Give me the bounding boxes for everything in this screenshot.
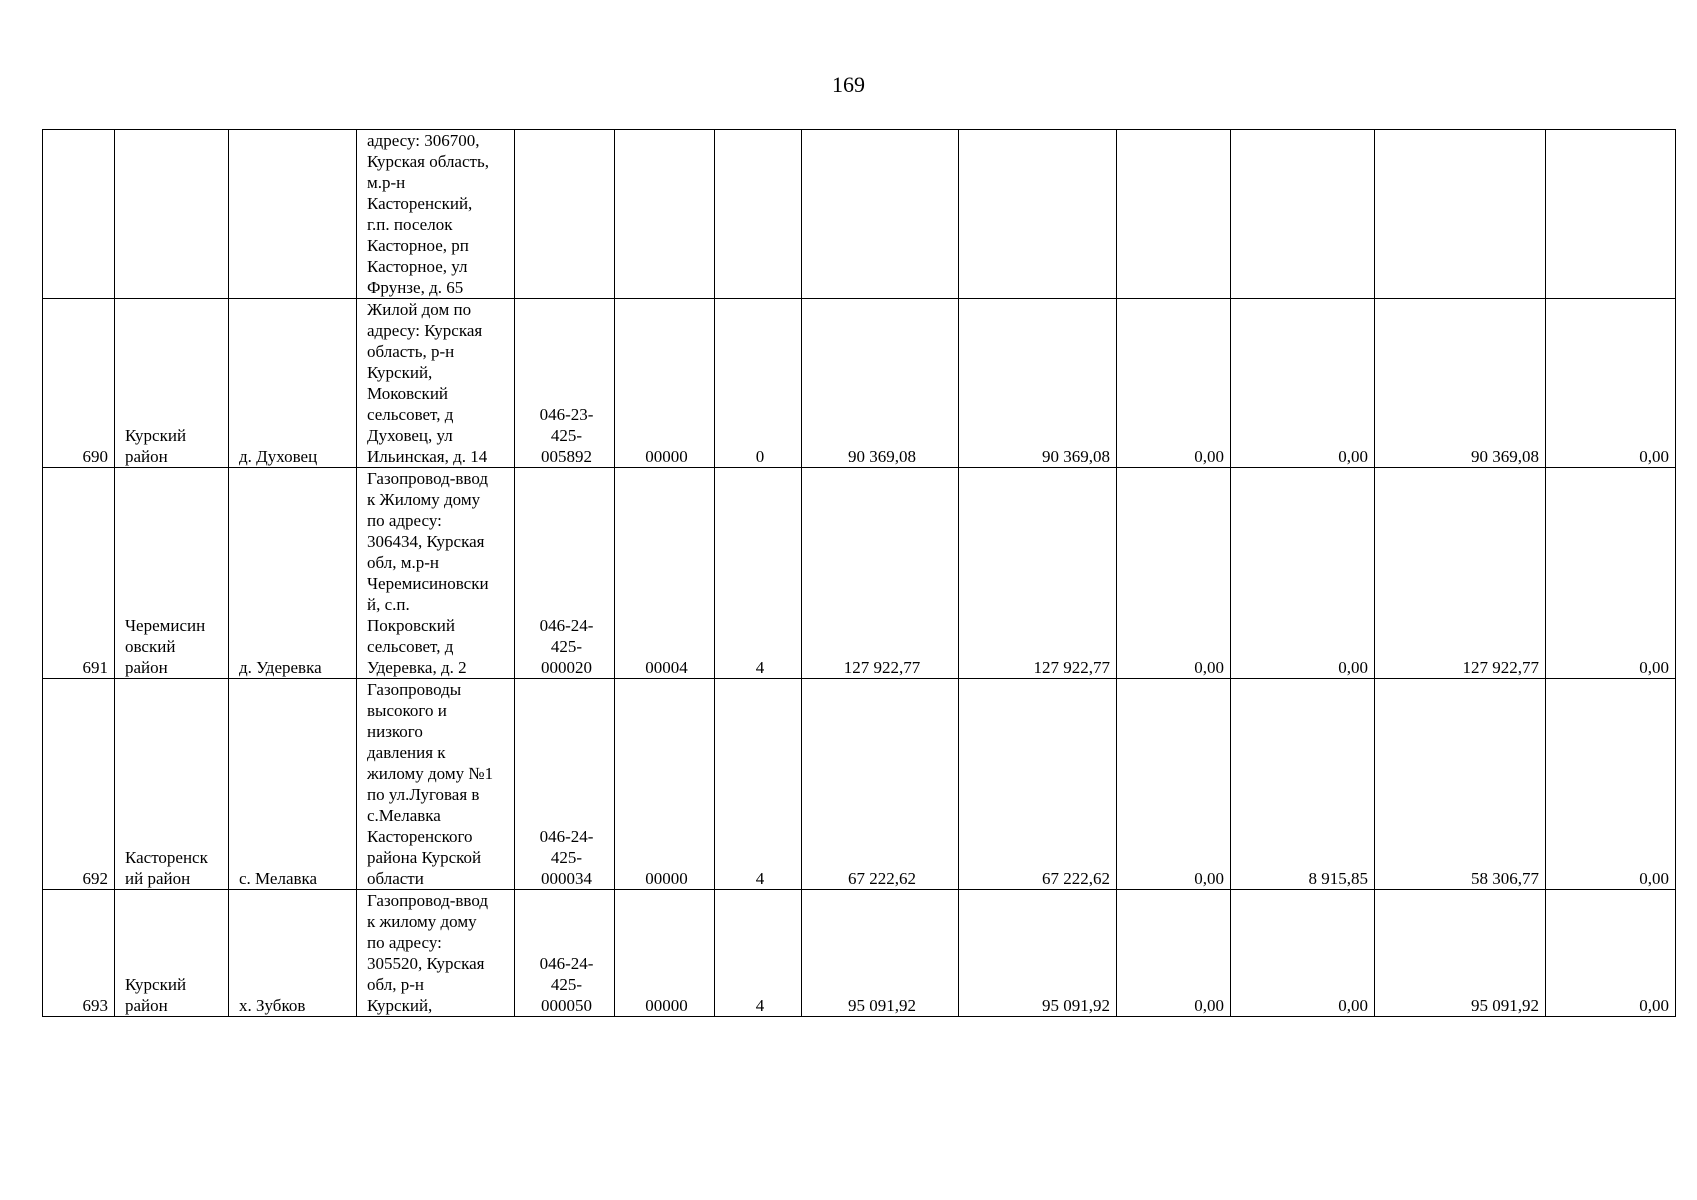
table-row <box>43 679 1676 890</box>
value-cell-6: 0,00 <box>1546 890 1676 1017</box>
object-description-cell: адресу: 306700, Курская область, м.р-н Касторенский, г.п. поселок Касторное, рп Касторное, ул Фрунзе, д. 65 <box>357 130 515 299</box>
class-code-cell: 00000 <box>615 299 715 468</box>
value-cell-2: 127 922,77 <box>959 468 1117 679</box>
district-cell <box>115 130 229 299</box>
class-code-cell: 00004 <box>615 468 715 679</box>
group-cell: 4 <box>715 679 802 890</box>
value-cell-4: 0,00 <box>1231 468 1375 679</box>
registry-code-cell: 046-23- 425- 005892 <box>515 299 615 468</box>
value-cell-2 <box>959 130 1117 299</box>
settlement-cell: д. Духовец <box>229 299 357 468</box>
row-number: 691 <box>43 468 115 679</box>
district-cell: Курский район <box>115 299 229 468</box>
registry-code-cell: 046-24- 425- 000050 <box>515 890 615 1017</box>
value-cell-3: 0,00 <box>1117 890 1231 1017</box>
district-cell: Курский район <box>115 890 229 1017</box>
value-cell-6: 0,00 <box>1546 299 1676 468</box>
value-cell-1: 95 091,92 <box>802 890 959 1017</box>
settlement-cell: д. Удеревка <box>229 468 357 679</box>
district-cell: Касторенск ий район <box>115 679 229 890</box>
row-number: 693 <box>43 890 115 1017</box>
registry-table <box>42 129 1676 1017</box>
group-cell: 4 <box>715 468 802 679</box>
value-cell-1: 127 922,77 <box>802 468 959 679</box>
value-cell-4: 0,00 <box>1231 890 1375 1017</box>
value-cell-3: 0,00 <box>1117 679 1231 890</box>
registry-code-cell <box>515 130 615 299</box>
page-number: 169 <box>832 72 865 97</box>
value-cell-4: 0,00 <box>1231 299 1375 468</box>
value-cell-5: 90 369,08 <box>1375 299 1546 468</box>
row-number: 690 <box>43 299 115 468</box>
value-cell-1: 90 369,08 <box>802 299 959 468</box>
value-cell-2: 90 369,08 <box>959 299 1117 468</box>
value-cell-4: 8 915,85 <box>1231 679 1375 890</box>
table-row <box>43 299 1676 468</box>
value-cell-2: 95 091,92 <box>959 890 1117 1017</box>
object-description-cell: Газопроводы высокого и низкого давления к жилому дому №1 по ул.Луговая в с.Мелавка Касторенского района Курской области <box>357 679 515 890</box>
value-cell-5: 127 922,77 <box>1375 468 1546 679</box>
group-cell: 0 <box>715 299 802 468</box>
value-cell-3: 0,00 <box>1117 299 1231 468</box>
value-cell-1: 67 222,62 <box>802 679 959 890</box>
value-cell-1 <box>802 130 959 299</box>
value-cell-6 <box>1546 130 1676 299</box>
row-number: 692 <box>43 679 115 890</box>
group-cell: 4 <box>715 890 802 1017</box>
value-cell-4 <box>1231 130 1375 299</box>
registry-code-cell: 046-24- 425- 000020 <box>515 468 615 679</box>
value-cell-3 <box>1117 130 1231 299</box>
table-row <box>43 130 1676 299</box>
value-cell-5: 95 091,92 <box>1375 890 1546 1017</box>
value-cell-3: 0,00 <box>1117 468 1231 679</box>
district-cell: Черемисин овский район <box>115 468 229 679</box>
table-row <box>43 890 1676 1017</box>
class-code-cell <box>615 130 715 299</box>
object-description-cell: Газопровод-ввод к Жилому дому по адресу: 306434, Курская обл, м.р-н Черемисиновски й, с.п. Покровский сельсовет, д Удеревка, д. 2 <box>357 468 515 679</box>
object-description-cell: Газопровод-ввод к жилому дому по адресу: 305520, Курская обл, р-н Курский, <box>357 890 515 1017</box>
value-cell-6: 0,00 <box>1546 468 1676 679</box>
settlement-cell: с. Мелавка <box>229 679 357 890</box>
settlement-cell: х. Зубков <box>229 890 357 1017</box>
value-cell-5 <box>1375 130 1546 299</box>
object-description-cell: Жилой дом по адресу: Курская область, р-н Курский, Моковский сельсовет, д Духовец, ул Ильинская, д. 14 <box>357 299 515 468</box>
value-cell-6: 0,00 <box>1546 679 1676 890</box>
class-code-cell: 00000 <box>615 890 715 1017</box>
class-code-cell: 00000 <box>615 679 715 890</box>
group-cell <box>715 130 802 299</box>
row-number <box>43 130 115 299</box>
settlement-cell <box>229 130 357 299</box>
value-cell-2: 67 222,62 <box>959 679 1117 890</box>
table-row <box>43 468 1676 679</box>
registry-table-body <box>43 130 1676 1017</box>
value-cell-5: 58 306,77 <box>1375 679 1546 890</box>
registry-code-cell: 046-24- 425- 000034 <box>515 679 615 890</box>
